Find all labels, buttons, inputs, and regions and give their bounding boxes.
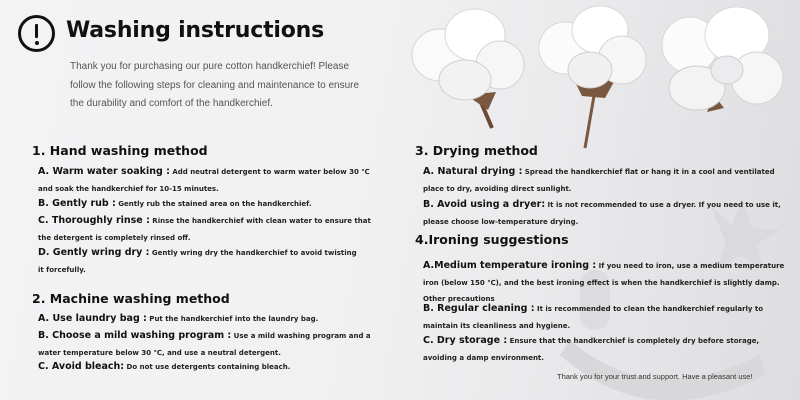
ironing-item-b xyxy=(423,301,788,334)
item-lead: A.Medium temperature ironing : xyxy=(423,260,597,271)
item-description: Do not use detergents containing bleach. xyxy=(124,363,291,371)
hand-washing-item-c xyxy=(38,213,383,246)
section-title-hand-washing: 1. Hand washing method xyxy=(32,143,208,158)
ironing-item-c xyxy=(423,333,788,366)
item-description: Use a mild washing program and a water temperature below 30 ℃, and use a neutral detergent. xyxy=(38,332,371,357)
intro-text: Thank you for purchasing our pure cotton handkerchief! Please follow the following steps for cleaning and maintenance to ensure the durability and comfort of the handkerchief. xyxy=(70,61,360,109)
drying-item-a xyxy=(423,164,788,197)
item-description: Add neutral detergent to warm water below 30 ℃ and soak the handkerchief for 10-15 minutes. xyxy=(38,168,370,193)
page-title: Washing instructions xyxy=(66,18,324,43)
cotton-boll-image-3 xyxy=(652,0,787,140)
item-description: Put the handkerchief into the laundry bag. xyxy=(146,315,319,323)
cotton-boll-image-1 xyxy=(400,0,530,135)
machine-washing-item-a xyxy=(38,311,383,328)
item-lead: D. Gently wring dry : xyxy=(38,247,150,258)
item-lead: C. Avoid bleach: xyxy=(38,361,125,372)
drying-item-b xyxy=(423,197,788,230)
item-lead: B. Gently rub : xyxy=(38,198,116,209)
footer-thanks-text: Thank you for your trust and support. Have a pleasant use! xyxy=(557,372,753,381)
exclamation-circle-icon xyxy=(18,15,55,52)
item-description: Gently wring dry the handkerchief to avoid twisting it forcefully. xyxy=(38,249,357,274)
hand-washing-item-a xyxy=(38,164,383,197)
item-description: Spread the handkerchief flat or hang it in a cool and ventilated place to dry, avoiding direct sunlight. xyxy=(423,168,775,193)
hand-washing-item-d xyxy=(38,245,363,278)
item-lead: B. Choose a mild washing program : xyxy=(38,330,232,341)
section-title-ironing: 4.Ironing suggestions xyxy=(415,232,569,247)
item-lead: A. Natural drying : xyxy=(423,166,523,177)
section-title-drying: 3. Drying method xyxy=(415,143,538,158)
item-description: It is not recommended to use a dryer. If you need to use it, please choose low-temperature drying. xyxy=(423,201,781,226)
item-lead: B. Regular cleaning : xyxy=(423,303,535,314)
item-lead: A. Warm water soaking : xyxy=(38,166,170,177)
item-lead: C. Thoroughly rinse : xyxy=(38,215,150,226)
item-description: It is recommended to clean the handkerchief regularly to maintain its cleanliness and hygiene. xyxy=(423,305,764,330)
item-description: If you need to iron, use a medium temperature iron (below 150 ℃), and the best ironing effect is when the handkerchief is slightly damp. Other precautions xyxy=(423,262,785,303)
item-lead: A. Use laundry bag : xyxy=(38,313,147,324)
item-description: Gently rub the stained area on the handkerchief. xyxy=(115,200,312,208)
hand-washing-item-b xyxy=(38,196,383,213)
item-lead: C. Dry storage : xyxy=(423,335,508,346)
cotton-boll-image-2 xyxy=(530,0,650,150)
item-description: Ensure that the handkerchief is completely dry before storage, avoiding a damp environment. xyxy=(423,337,760,362)
item-lead: B. Avoid using a dryer: xyxy=(423,199,546,210)
section-title-machine-washing: 2. Machine washing method xyxy=(32,291,230,306)
machine-washing-item-b xyxy=(38,328,393,361)
machine-washing-item-c xyxy=(38,359,383,376)
item-description: Rinse the handkerchief with clean water to ensure that the detergent is completely rinsed off. xyxy=(38,217,371,242)
